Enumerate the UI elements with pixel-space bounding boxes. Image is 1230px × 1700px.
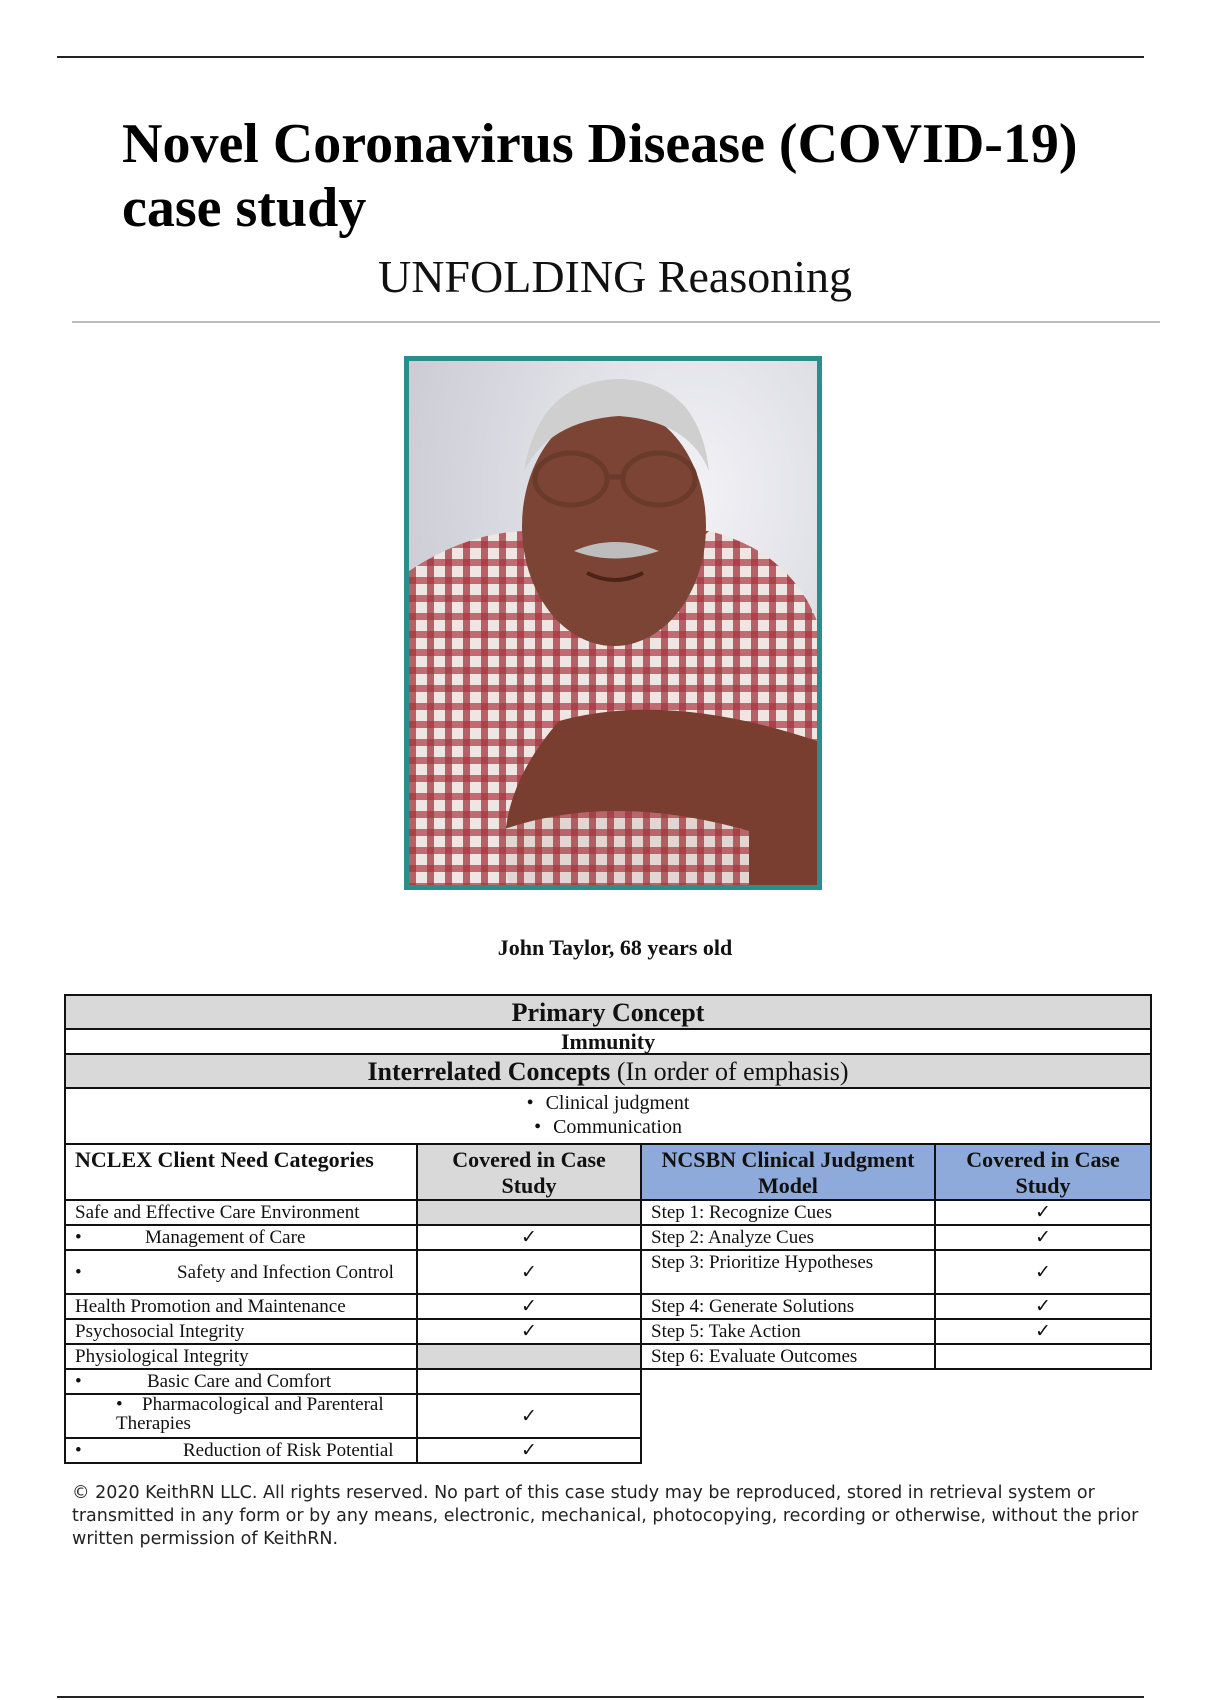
empty-cell bbox=[641, 1369, 1151, 1394]
empty-cell bbox=[641, 1438, 1151, 1463]
ncsbn-label: Step 4: Generate Solutions bbox=[641, 1294, 935, 1319]
table-row bbox=[65, 1294, 1151, 1319]
table-row bbox=[65, 1394, 1151, 1438]
nclex-label: Management of Care bbox=[145, 1227, 306, 1248]
top-rule bbox=[57, 56, 1144, 58]
nclex-covered: ✓ bbox=[417, 1225, 641, 1250]
bullet: • bbox=[75, 1261, 82, 1283]
ncsbn-covered bbox=[935, 1344, 1151, 1369]
table-row bbox=[65, 1438, 1151, 1463]
copyright-notice: © 2020 KeithRN LLC. All rights reserved. No part of this case study may be reproduced, stored in retrieval system or transmitted in any form or by any means, electronic, mechanical, photocopying, recording or otherwise, without the prior written permission of KeithRN. bbox=[72, 1483, 1139, 1549]
nclex-label: Safety and Infection Control bbox=[177, 1261, 394, 1283]
table-row bbox=[65, 1200, 1151, 1225]
nclex-label-cell bbox=[65, 1369, 417, 1394]
interrelated-concepts-list-cell bbox=[65, 1088, 1151, 1144]
primary-concept-value: Immunity bbox=[65, 1029, 1151, 1054]
document-subtitle: UNFOLDING Reasoning bbox=[377, 251, 852, 302]
nclex-label: Psychosocial Integrity bbox=[65, 1319, 417, 1344]
interrelated-concepts-heading bbox=[65, 1054, 1151, 1088]
interrelated-heading-text: Interrelated Concepts bbox=[367, 1056, 611, 1086]
ncsbn-header: NCSBN Clinical Judgment Model bbox=[641, 1144, 935, 1200]
ncsbn-covered: ✓ bbox=[935, 1200, 1151, 1225]
empty-cell bbox=[641, 1394, 1151, 1438]
ncsbn-covered: ✓ bbox=[935, 1250, 1151, 1294]
primary-concept-heading: Primary Concept bbox=[65, 995, 1151, 1029]
nclex-label-cell bbox=[65, 1225, 417, 1250]
table-row bbox=[65, 1344, 1151, 1369]
bullet: • bbox=[75, 1227, 82, 1248]
patient-caption: John Taylor, 68 years old bbox=[497, 935, 733, 960]
elderly-man-portrait-icon bbox=[409, 361, 817, 885]
interrelated-concepts-list bbox=[75, 1091, 1141, 1139]
nclex-covered bbox=[417, 1200, 641, 1225]
ncsbn-covered: ✓ bbox=[935, 1225, 1151, 1250]
nclex-label: Pharmacological and Parenteral Therapies bbox=[116, 1394, 384, 1434]
ncsbn-label: Step 3: Prioritize Hypotheses bbox=[641, 1250, 935, 1294]
nclex-label: Basic Care and Comfort bbox=[147, 1371, 332, 1392]
table-row bbox=[65, 1319, 1151, 1344]
nclex-label-cell bbox=[65, 1438, 417, 1463]
ncsbn-covered: ✓ bbox=[935, 1294, 1151, 1319]
covered-left-header: Covered in Case Study bbox=[417, 1144, 641, 1200]
bullet: • bbox=[75, 1371, 82, 1392]
table-row bbox=[65, 1369, 1151, 1394]
interrelated-note: (In order of emphasis) bbox=[616, 1056, 849, 1086]
nclex-header: NCLEX Client Need Categories bbox=[65, 1144, 417, 1200]
nclex-covered bbox=[417, 1369, 641, 1394]
ncsbn-label: Step 2: Analyze Cues bbox=[641, 1225, 935, 1250]
nclex-covered: ✓ bbox=[417, 1319, 641, 1344]
nclex-label-cell bbox=[65, 1250, 417, 1294]
nclex-covered: ✓ bbox=[417, 1250, 641, 1294]
ncsbn-covered: ✓ bbox=[935, 1319, 1151, 1344]
list-item: • Clinical judgment bbox=[75, 1091, 1141, 1115]
concepts-table bbox=[64, 994, 1152, 1464]
nclex-covered bbox=[417, 1344, 641, 1369]
list-item: • Communication bbox=[75, 1115, 1141, 1139]
subtitle-divider bbox=[72, 321, 1160, 323]
covered-right-header: Covered in Case Study bbox=[935, 1144, 1151, 1200]
ncsbn-label: Step 6: Evaluate Outcomes bbox=[641, 1344, 935, 1369]
nclex-label: Health Promotion and Maintenance bbox=[65, 1294, 417, 1319]
table-row bbox=[65, 1250, 1151, 1294]
ncsbn-label: Step 5: Take Action bbox=[641, 1319, 935, 1344]
ncsbn-label: Step 1: Recognize Cues bbox=[641, 1200, 935, 1225]
bullet: • bbox=[75, 1440, 82, 1461]
nclex-label: Safe and Effective Care Environment bbox=[65, 1200, 417, 1225]
table-row bbox=[65, 1225, 1151, 1250]
nclex-label: Physiological Integrity bbox=[65, 1344, 417, 1369]
bottom-rule bbox=[57, 1696, 1144, 1698]
bullet: • bbox=[116, 1394, 123, 1415]
nclex-covered: ✓ bbox=[417, 1294, 641, 1319]
nclex-covered: ✓ bbox=[417, 1394, 641, 1438]
nclex-covered: ✓ bbox=[417, 1438, 641, 1463]
document-title: Novel Coronavirus Disease (COVID-19) case study bbox=[122, 113, 1078, 239]
nclex-label: Reduction of Risk Potential bbox=[183, 1440, 394, 1461]
patient-photo bbox=[404, 356, 822, 890]
nclex-label-cell bbox=[65, 1394, 417, 1438]
